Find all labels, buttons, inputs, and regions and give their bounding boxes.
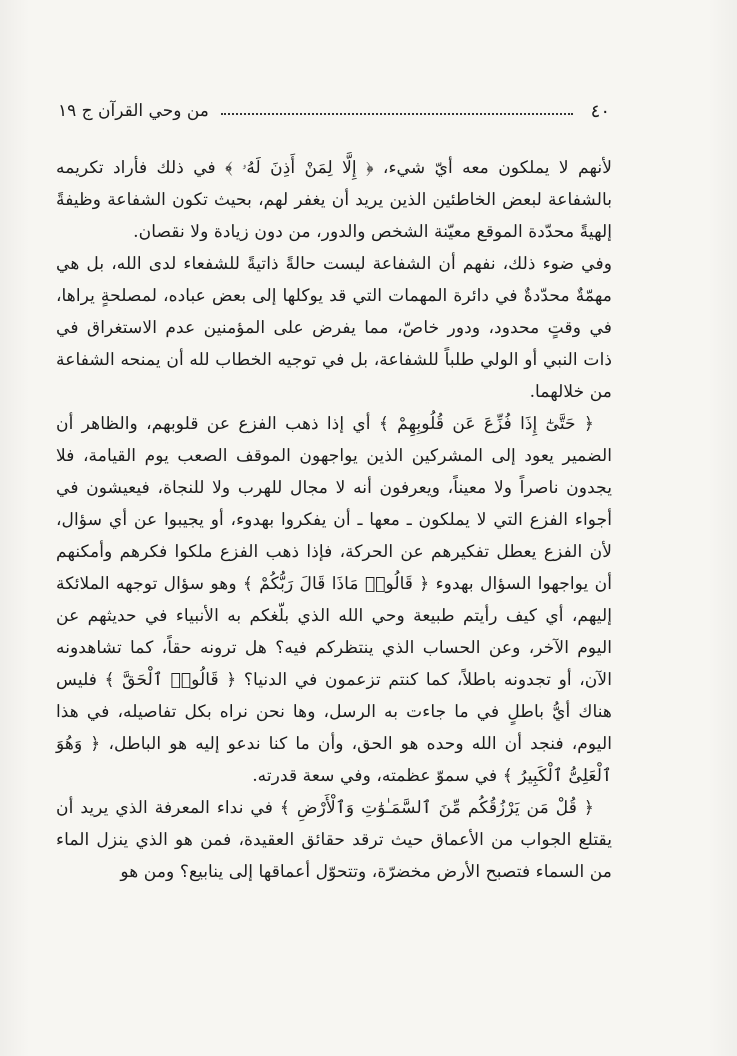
book-title: من وحي القرآن ج ١٩ [58, 101, 209, 121]
paragraph-intercession-role: وفي ضوء ذلك، نفهم أن الشفاعة ليست حالةً ذاتيةً للشفعاء لدى الله، بل هي مهمّةٌ محدّدةٌ في دائرة المهمات التي قد يوكلها إلى بعض عباده، لمصلحةٍ يراها، في وقتٍ محدود، ودور خاصّ، مما يفرض على المؤمنين عدم الاستغراق في ذات النبي أو الولي طلباً للشفاعة، بل في توجيه الخطاب لله أن يمنحه الشفاعة من خلالهما. [56, 254, 612, 402]
header-dot-leader [221, 113, 573, 115]
running-header [58, 96, 610, 126]
page-number: ٤٠ [590, 100, 610, 122]
paragraph-who-provides: ﴿ قُلْ مَن يَرْزُقُكُم مِّنَ ٱلسَّمَـٰوَٰتِ وَٱلْأَرْضِ ﴾ في نداء المعرفة الذي يريد أن يقتلع الجواب من الأعماق حيث ترقد حقائق العقيدة، فمن هو الذي ينزل الماء من السماء فتصبح الأرض مخضرّة، وتتحوّل أعماقها إلى ينابيع؟ ومن هو [56, 798, 612, 882]
page-body [56, 152, 612, 888]
paragraph-fear-removed: ﴿ حَتَّىٰٓ إِذَا فُزِّعَ عَن قُلُوبِهِمْ ﴾ أي إذا ذهب الفزع عن قلوبهم، والظاهر أن الضمير يعود إلى المشركين الذين يواجهون الموقف الصعب يوم القيامة، فلا يجدون ناصراً ولا معيناً، ويعرفون أنه لا مجال للهرب ولا للنجاة، فيعيشون في أجواء الفزع التي لا يملكون ـ معها ـ أن يفكروا بهدوء، أو يجيبوا عن أي سؤال، لأن الفزع يعطل تفكيرهم عن الحركة، فإذا ذهب الفزع ملكوا فكرهم وأمكنهم أن يواجهوا السؤال بهدوء ﴿ قَالُوا۟ مَاذَا قَالَ رَبُّكُمْ ﴾ وهو سؤال توجهه الملائكة إليهم، أي كيف رأيتم طبيعة وحي الله الذي بلّغكم به الأنبياء في حديثهم عن اليوم الآخر، وعن الحساب الذي ينتظركم فيه؟ هل ترونه حقاً، كما تشاهدونه الآن، أو تجدونه باطلاً، كما كنتم تزعمون في الدنيا؟ ﴿ قَالُوا۟ ٱلْحَقَّ ﴾ فليس هناك أيُّ باطلٍ في ما جاءت به الرسل، وها نحن نراه بكل تفاصيله، في هذا اليوم، فنجد أن الله وحده هو الحق، وأن ما كنا ندعو إليه هو الباطل، ﴿ وَهُوَ ٱلْعَلِىُّ ٱلْكَبِيرُ ﴾ في سموّ عظمته، وفي سعة قدرته. [56, 414, 612, 786]
paragraph-intercession-permission: لأنهم لا يملكون معه أيّ شيء، ﴿ إِلَّا لِمَنْ أَذِنَ لَهُۥ ﴾ في ذلك فأراد تكريمه بالشفاعة لبعض الخاطئين الذين يريد أن يغفر لهم، بحيث تكون الشفاعة وظيفةً إلهيةً محدّدة الموقع معيّنة الشخص والدور، من دون زيادة ولا نقصان. [56, 158, 612, 242]
